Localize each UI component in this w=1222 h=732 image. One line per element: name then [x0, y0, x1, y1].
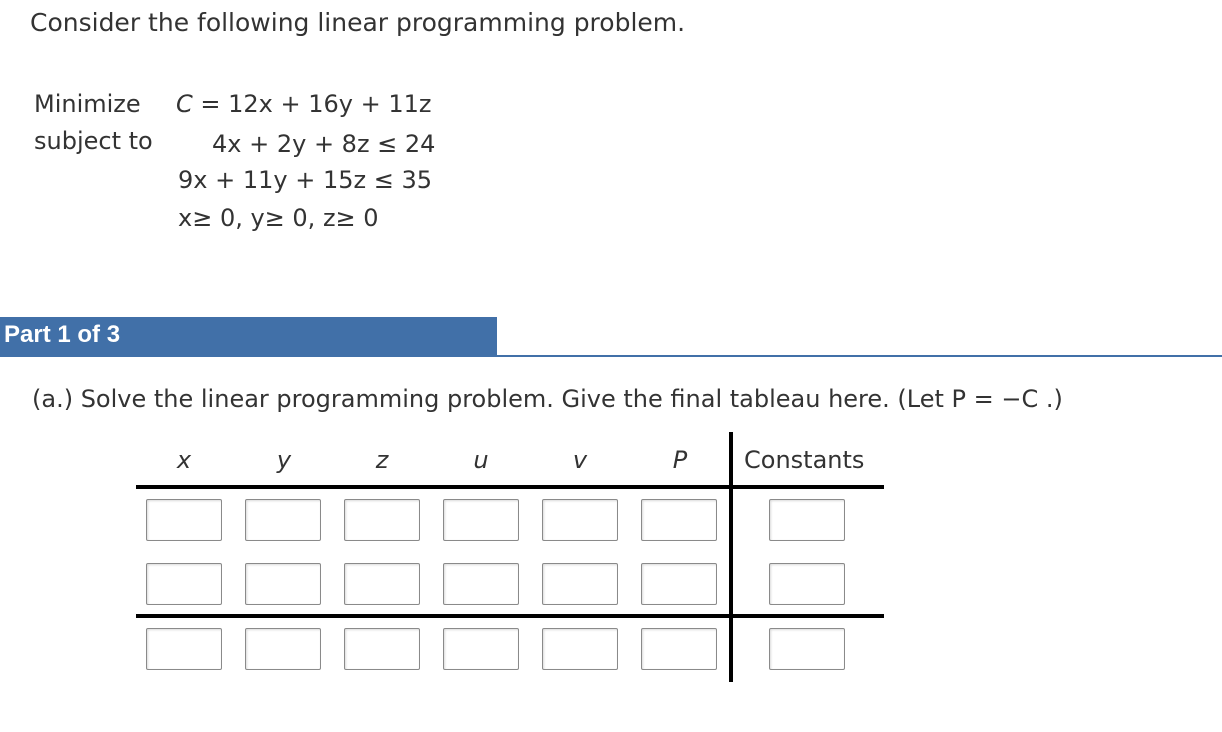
column-header-constants: Constants [744, 446, 865, 474]
tableau-cell-r1-z[interactable] [344, 499, 420, 541]
tableau-cell-r3-x[interactable] [146, 628, 222, 670]
column-header-v: v [572, 446, 588, 474]
tableau-row-divider [136, 485, 884, 489]
tableau-cell-r3-z[interactable] [344, 628, 420, 670]
minimize-label: Minimize [34, 90, 141, 118]
tableau-cell-r2-z[interactable] [344, 563, 420, 605]
tableau-cell-r3-constants[interactable] [769, 628, 845, 670]
tableau-cell-r1-p[interactable] [641, 499, 717, 541]
tableau-cell-r2-y[interactable] [245, 563, 321, 605]
tableau-cell-r2-x[interactable] [146, 563, 222, 605]
tableau-row-divider [136, 614, 884, 618]
tableau-cell-r3-y[interactable] [245, 628, 321, 670]
nonnegativity-constraints: x≥ 0, y≥ 0, z≥ 0 [178, 204, 379, 232]
tableau-cell-r3-p[interactable] [641, 628, 717, 670]
part-divider [497, 355, 1222, 357]
tableau-cell-r3-v[interactable] [542, 628, 618, 670]
tableau-cell-r2-p[interactable] [641, 563, 717, 605]
objective-variable: C [176, 90, 193, 118]
column-header-z: z [375, 446, 389, 474]
tableau-cell-r2-u[interactable] [443, 563, 519, 605]
subject-to-label: subject to [34, 127, 153, 155]
objective-expression: = 12x + 16y + 11z [192, 90, 432, 118]
tableau-constants-divider [729, 432, 733, 682]
tableau-cell-r2-constants[interactable] [769, 563, 845, 605]
tableau-cell-r3-u[interactable] [443, 628, 519, 670]
tableau-cell-r2-v[interactable] [542, 563, 618, 605]
tableau-cell-r1-x[interactable] [146, 499, 222, 541]
objective-function [176, 90, 432, 118]
question-text: (a.) Solve the linear programming problem. Give the final tableau here. (Let P = −C .) [32, 385, 1063, 413]
tableau-cell-r1-v[interactable] [542, 499, 618, 541]
constraint-1: 4x + 2y + 8z ≤ 24 [212, 130, 436, 158]
part-header [0, 317, 497, 357]
tableau-cell-r1-u[interactable] [443, 499, 519, 541]
part-title: Part 1 of 3 [4, 321, 121, 348]
tableau-cell-r1-constants[interactable] [769, 499, 845, 541]
column-header-p: P [672, 446, 688, 474]
tableau-cell-r1-y[interactable] [245, 499, 321, 541]
column-header-y: y [276, 446, 292, 474]
column-header-x: x [176, 446, 192, 474]
constraint-2: 9x + 11y + 15z ≤ 35 [178, 166, 432, 194]
problem-intro: Consider the following linear programming problem. [30, 8, 686, 37]
column-header-u: u [473, 446, 489, 474]
